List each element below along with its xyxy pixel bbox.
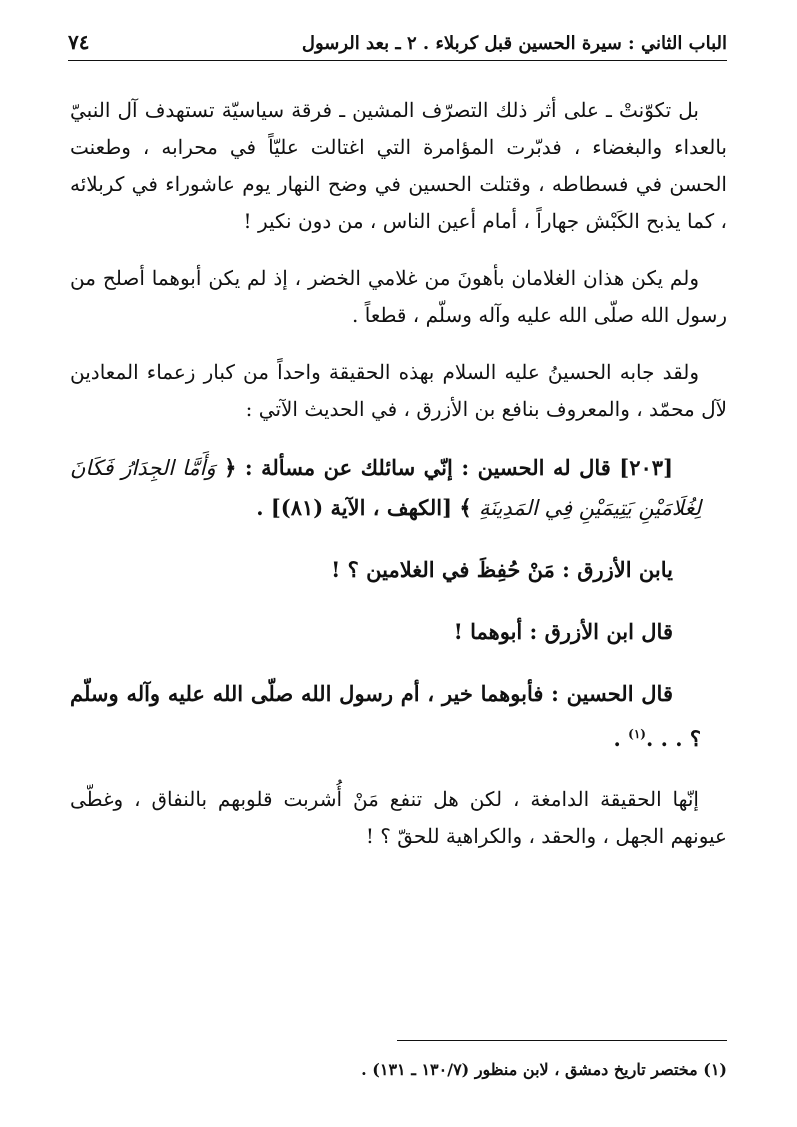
paragraph: ولقد جابه الحسينُ عليه السلام بهذه الحقيقة واحداً من كبار زعماء المعادين لآل محمّد ، والمعروف بنافع بن الأزرق ، في الحديث الآتي : bbox=[70, 360, 727, 421]
running-header bbox=[68, 30, 727, 61]
quote-line bbox=[70, 448, 701, 528]
quran-verse: وَأَمَّا الجِدَارُ فَكَانَ لِغُلَامَيْنِ يَتِيمَيْنِ فِي المَدِينَةِ bbox=[70, 456, 701, 520]
paragraph: بل تكوّنتْ ـ على أثر ذلك التصرّف المشين ـ فرقة سياسيّة تستهدف آل النبيّ بالعداء والبغضاء ، فدبّرت المؤامرة التي اغتالت عليّاً في محرابه ، وطعنت الحسن في فسطاطه ، وقتلت الحسين في وضح النهار يوم عاشوراء في كربلائه ، كما يذبح الكَبْش جهاراً ، أمام أعين الناس ، من دون نكير ! bbox=[70, 98, 727, 233]
page-body bbox=[70, 92, 727, 875]
quote-end: . bbox=[613, 726, 629, 751]
quote-line: يابن الأزرق : مَنْ حُفِظَ في الغلامين ؟ ! bbox=[331, 557, 673, 582]
quote-line: قال ابن الأزرق : أبوهما ! bbox=[453, 619, 673, 644]
paragraph: إنّها الحقيقة الدامغة ، لكن هل تنفع مَنْ أُشربت قلوبهم بالنفاق ، وغطّى عيونهم الجهل ، والحقد ، والكراهية للحقّ ؟ ! bbox=[70, 787, 727, 848]
footnote-ref: (١) bbox=[628, 727, 646, 741]
paragraph: ولم يكن هذان الغلامان بأهونَ من غلامي الخضر ، إذ لم يكن أبوهما أصلح من رسول الله صلّى الله عليه وآله وسلّم ، قطعاً . bbox=[70, 266, 727, 327]
running-title: الباب الثاني : سيرة الحسين قبل كربلاء . ٢ ـ بعد الرسول bbox=[301, 33, 727, 54]
verse-citation: ﴾ [الكهف ، الآية (٨١)] . bbox=[256, 495, 472, 520]
hadith-quote bbox=[70, 448, 701, 759]
page-number: ٧٤ bbox=[68, 30, 90, 54]
footnote: (١) مختصر تاريخ دمشق ، لابن منظور (١٣٠/٧ ـ ١٣١) . bbox=[361, 1060, 727, 1079]
footnote-divider bbox=[397, 1040, 727, 1041]
quote-text: قال الحسين : فأبوهما خير ، أم رسول الله صلّى الله عليه وآله وسلّم ؟ . . . bbox=[70, 681, 701, 751]
quote-line bbox=[70, 674, 701, 759]
quote-intro: [٢٠٣] قال له الحسين : إنّي سائلك عن مسألة : ﴿ bbox=[224, 455, 674, 480]
